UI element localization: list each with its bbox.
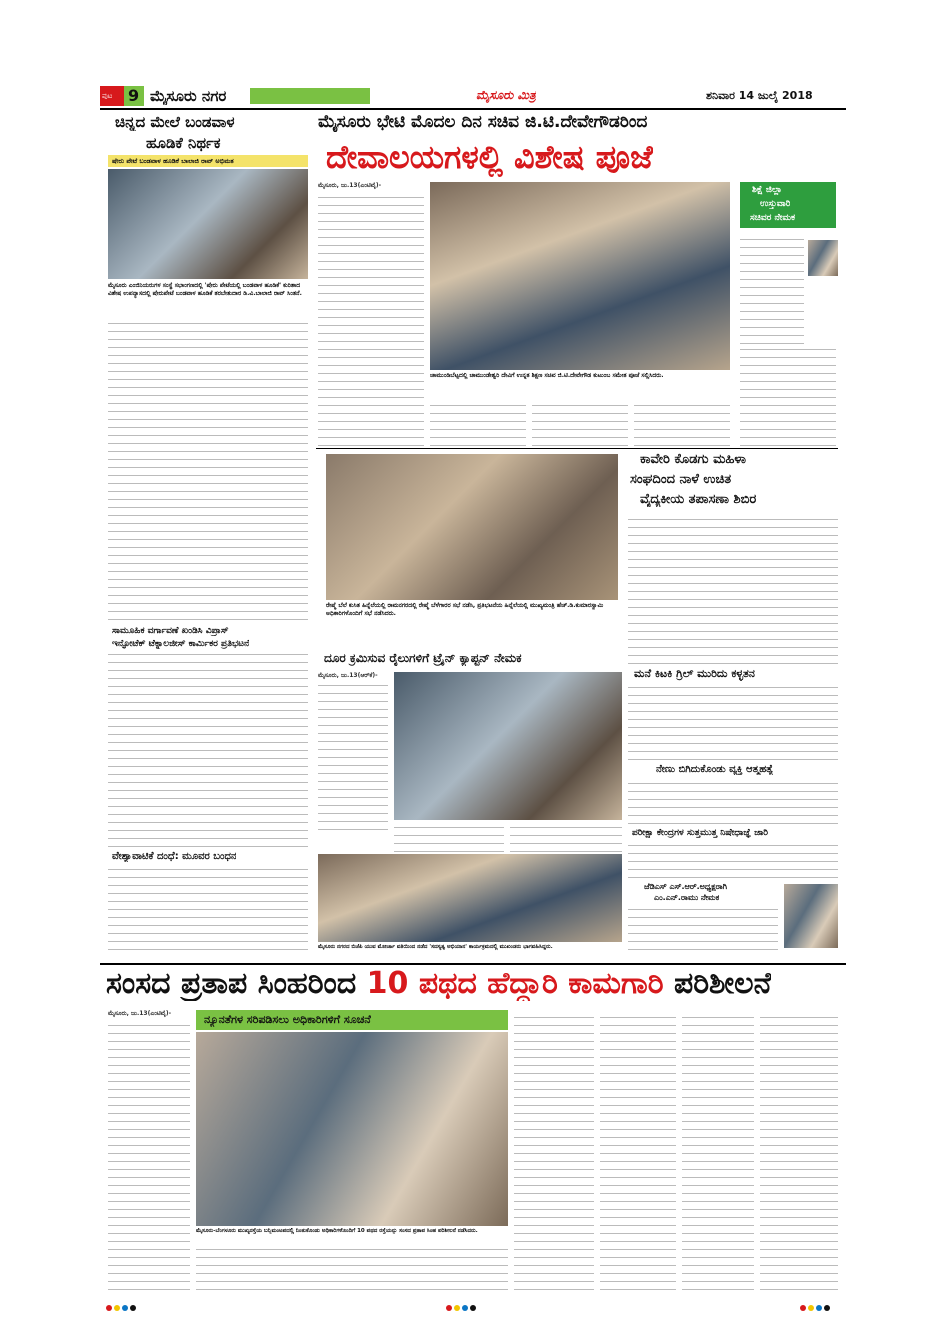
registration-dots-left bbox=[106, 1296, 138, 1315]
kaveri-headline-1: ಕಾವೇರಿ ಕೊಡಗು ಮಹಿಳಾ bbox=[640, 452, 747, 467]
page-label-box bbox=[100, 86, 124, 106]
train-body-col2 bbox=[394, 822, 504, 852]
appoint-line-1: ಜೆಡಿಎಸ್ ಎಸ್.ಆರ್.ಅಧ್ಯಕ್ಷರಾಗಿ bbox=[644, 882, 727, 891]
exam-body-text bbox=[628, 842, 838, 878]
train-body-col1 bbox=[318, 680, 388, 830]
appointee-portrait bbox=[784, 884, 838, 948]
left-kicker-bar bbox=[108, 155, 308, 167]
sidebox-line-1: ಶಿಕ್ಷೆ ಜಿಲ್ಲಾ bbox=[752, 185, 782, 195]
workers-body-text bbox=[108, 652, 308, 847]
sidebox-body-text bbox=[740, 232, 804, 344]
grill-body-text bbox=[628, 684, 838, 760]
bottom-headline-red: 10 ಪಥದ ಹೆದ್ದಾರಿ ಕಾಮಗಾರಿ bbox=[366, 966, 664, 1001]
section-band bbox=[250, 88, 370, 104]
left-caption: ಮೈಸೂರು ಎಂಜಿನಿಯರುಗಳ ಸಂಸ್ಥೆ ಸಭಾಂಗಣದಲ್ಲಿ 'ಷೇರು ಪೇಟೆಯಲ್ಲಿ ಬಂಡವಾಳ ಹೂಡಿಕೆ' ಕುರಿತಾದ ವಿಶೇಷ ಉಪನ್ಯಾಸದಲ್ಲಿ ಷೇರುಪೇಟೆ ಬಂಡವಾಳ ಹೂಡಿಕೆ ತರಬೇತುದಾರ ಡಿ.ವಿ.ಬಾಲಾಜಿ ರಾವ್ ಸಿಂತನೆ. bbox=[108, 282, 302, 297]
train-headline-bar bbox=[318, 648, 622, 668]
divider-bottom bbox=[100, 963, 846, 965]
bottom-body-col1 bbox=[108, 1018, 190, 1290]
page-number-box bbox=[124, 86, 144, 106]
top-body-col4 bbox=[634, 398, 730, 446]
exam-headline: ಪರೀಕ್ಷಾ ಕೇಂದ್ರಗಳ ಸುತ್ತಮುತ್ತ ನಿಷೇಧಾಜ್ಞೆ ಜಾರಿ bbox=[632, 828, 769, 838]
sidebox-line-3: ಸಚಿವರ ನೇಮಕ bbox=[750, 213, 796, 223]
workers-headline-2: ಇನ್ಫೋಟೆಕ್ ಟೆಕ್ನಾಲಜೀಸ್ ಕಾರ್ಮಿಕರ ಪ್ರತಿಭಟನೆ bbox=[112, 639, 250, 649]
temple-photo bbox=[430, 182, 730, 370]
issue-date: ಶನಿವಾರ 14 ಜುಲೈ 2018 bbox=[706, 89, 813, 102]
top-headline: ದೇವಾಲಯಗಳಲ್ಲಿ ವಿಶೇಷ ಪೂಜೆ bbox=[326, 138, 653, 176]
top-caption: ಚಾಮುಂಡಿಬೆಟ್ಟದಲ್ಲಿ ಚಾಮುಂಡೇಶ್ವರಿ ದೇವಿಗೆ ಉನ್ನತ ಶಿಕ್ಷಣ ಸಚಿವ ಜಿ.ಟಿ.ದೇವೇಗೌಡ ಕುಟುಂಬ ಸಮೇತ ಪೂಜೆ ಸಲ್ಲಿಸಿದರು. bbox=[430, 372, 664, 379]
section-name: ಮೈಸೂರು ನಗರ bbox=[150, 87, 227, 105]
bjp-photo bbox=[318, 854, 622, 942]
kaveri-headline-2: ಸಂಘದಿಂದ ನಾಳೆ ಉಚಿತ bbox=[630, 472, 732, 487]
meeting-photo bbox=[326, 454, 618, 600]
bjp-caption: ಮೈಸೂರು ನಗರದ ಬಿಜೆಪಿ ಯುವ ಮೋರ್ಚಾ ವತಿಯಿಂದ ನಡೆದ 'ಸದಸ್ಯತ್ವ ಅಭಿಯಾನ' ಕಾರ್ಯಕ್ರಮದಲ್ಲಿ ಮುಖಂಡರು ಭಾಗವಹಿಸಿದ್ದರು. bbox=[318, 944, 553, 950]
registration-dots-right bbox=[800, 1296, 832, 1315]
masthead-rule bbox=[100, 108, 846, 110]
bottom-headline-pre: ಸಂಸದ ಪ್ರತಾಪ ಸಿಂಹರಿಂದ bbox=[106, 966, 367, 1001]
arrest-body-text bbox=[108, 866, 308, 950]
suicide-headline: ನೇಣು ಬಿಗಿದುಕೊಂಡು ವ್ಯಕ್ತಿ ಆತ್ಮಹತ್ಯೆ bbox=[656, 764, 774, 775]
top-body-col2 bbox=[430, 398, 526, 446]
appointment-box bbox=[628, 880, 838, 952]
train-body-col3 bbox=[510, 822, 622, 852]
minister-appointment-box bbox=[740, 182, 836, 228]
bottom-body-col3 bbox=[600, 1010, 676, 1290]
page-label: ಪುಟ bbox=[102, 92, 113, 100]
left-headline-1: ಚಿನ್ನದ ಮೇಲೆ ಬಂಡವಾಳ bbox=[115, 113, 235, 131]
top-body-col3 bbox=[532, 398, 628, 446]
bottom-body-col2 bbox=[514, 1010, 594, 1290]
sidebox-line-2: ಉಸ್ತುವಾರಿ bbox=[760, 199, 791, 209]
suicide-body-text bbox=[628, 780, 838, 824]
registration-dots-center bbox=[446, 1296, 478, 1315]
page-number: 9 bbox=[128, 86, 140, 105]
bottom-kicker-bar bbox=[196, 1010, 508, 1030]
bottom-headline-post: ಪರಿಶೀಲನೆ bbox=[663, 966, 772, 1001]
meeting-caption: ರೇಷ್ಮೆ ಬೆಲೆ ಕುಸಿತ ಹಿನ್ನೆಲೆಯಲ್ಲಿ ರಾಮನಗರದಲ್ಲಿ ರೇಷ್ಮೆ ಬೆಳೆಗಾರರ ಸಭೆ ನಡೆಸಿ, ಪ್ರತಿಭಟನೆಯ ಹಿನ್ನೆಲೆಯಲ್ಲಿ ಮುಖ್ಯಮಂತ್ರಿ ಹೆಚ್.ಡಿ.ಕುಮಾರಸ್ವಾಮಿ ಅಧಿಕಾರಿಗಳೊಂದಿಗೆ ಸಭೆ ನಡೆಸಿದರು. bbox=[326, 602, 604, 617]
left-body-text bbox=[108, 316, 308, 620]
divider-1 bbox=[316, 448, 838, 449]
arrest-headline: ವೇಶ್ಯಾವಾಟಿಕೆ ದಂಧೆ: ಮೂವರ ಬಂಧನ bbox=[112, 851, 237, 862]
train-headline: ದೂರ ಕ್ರಮಿಸುವ ರೈಲುಗಳಿಗೆ ಟ್ರೈನ್ ಕ್ಯಾಪ್ಟನ್ ನೇಮಕ bbox=[324, 651, 522, 665]
appoint-body-text bbox=[628, 906, 778, 950]
train-dateline: ಮೈಸೂರು, ಜು.13(ಆರ್‌ಕೆ)- bbox=[318, 672, 378, 679]
bottom-headline bbox=[106, 966, 771, 1001]
workers-headline-1: ಸಾಮೂಹಿಕ ವರ್ಗಾವಣೆ ಖಂಡಿಸಿ ವಿಪ್ರಾಸ್ bbox=[112, 626, 229, 636]
kaveri-headline-3: ವೈದ್ಯಕೀಯ ತಪಾಸಣಾ ಶಿಬಿರ bbox=[640, 492, 757, 507]
top-kicker: ಮೈಸೂರು ಭೇಟಿ ಮೊದಲ ದಿನ ಸಚಿವ ಜಿ.ಟಿ.ದೇವೇಗೌಡರಿಂದ bbox=[318, 112, 648, 132]
bottom-body-col4 bbox=[682, 1010, 754, 1290]
train-photo bbox=[394, 672, 622, 820]
paper-name: ಮೈಸೂರು ಮಿತ್ರ bbox=[476, 88, 536, 102]
bottom-caption: ಮೈಸೂರು-ಬೆಂಗಳೂರು ಮುಖ್ಯರಸ್ತೆಯ ಬನ್ನಿಮಂಟಪದಲ್ಲಿ ನಿಂತುಕೊಂಡು ಅಧಿಕಾರಿಗಳೊಂದಿಗೆ 10 ಪಥದ ರಸ್ತೆಯನ್ನು ಸಂಸದ ಪ್ರತಾಪ ಸಿಂಹ ಪರಿಶೀಲನೆ ನಡೆಸಿದರು. bbox=[196, 1228, 478, 1234]
masthead bbox=[100, 86, 846, 108]
left-kicker: ಷೇರು ಪೇಟೆ ಬಂಡವಾಳ ಹೂಡಿಕೆ ಬಾಲಾಜಿ ರಾವ್ ಅಭಿಮತ bbox=[112, 157, 234, 165]
grill-headline: ಮನೆ ಕಿಟಕಿ ಗ್ರಿಲ್ ಮುರಿದು ಕಳ್ಳತನ bbox=[634, 667, 755, 680]
bottom-dateline: ಮೈಸೂರು, ಜು.13(ಎಂಟಿವೈ)- bbox=[108, 1010, 172, 1017]
appoint-line-2: ಎಂ.ಎನ್.ರಾಮು ನೇಮಕ bbox=[654, 893, 720, 902]
bottom-body-photo-under bbox=[196, 1248, 508, 1290]
sidebox-body-text-2 bbox=[740, 346, 836, 446]
bottom-kicker: ನ್ಯೂನತೆಗಳ ಸರಿಪಡಿಸಲು ಅಧಿಕಾರಿಗಳಿಗೆ ಸೂಚನೆ bbox=[204, 1013, 371, 1026]
left-headline-2: ಹೂಡಿಕೆ ನಿರ್ಥಕ bbox=[146, 134, 221, 152]
seminar-photo bbox=[108, 169, 308, 279]
minister-portrait bbox=[808, 240, 838, 276]
highway-photo bbox=[196, 1032, 508, 1226]
kaveri-body-text bbox=[628, 514, 838, 664]
top-dateline: ಮೈಸೂರು, ಜು.13(ಎಂಟಿವೈ)- bbox=[318, 182, 382, 189]
bottom-body-col5 bbox=[760, 1010, 838, 1290]
top-body-col1 bbox=[318, 190, 424, 446]
